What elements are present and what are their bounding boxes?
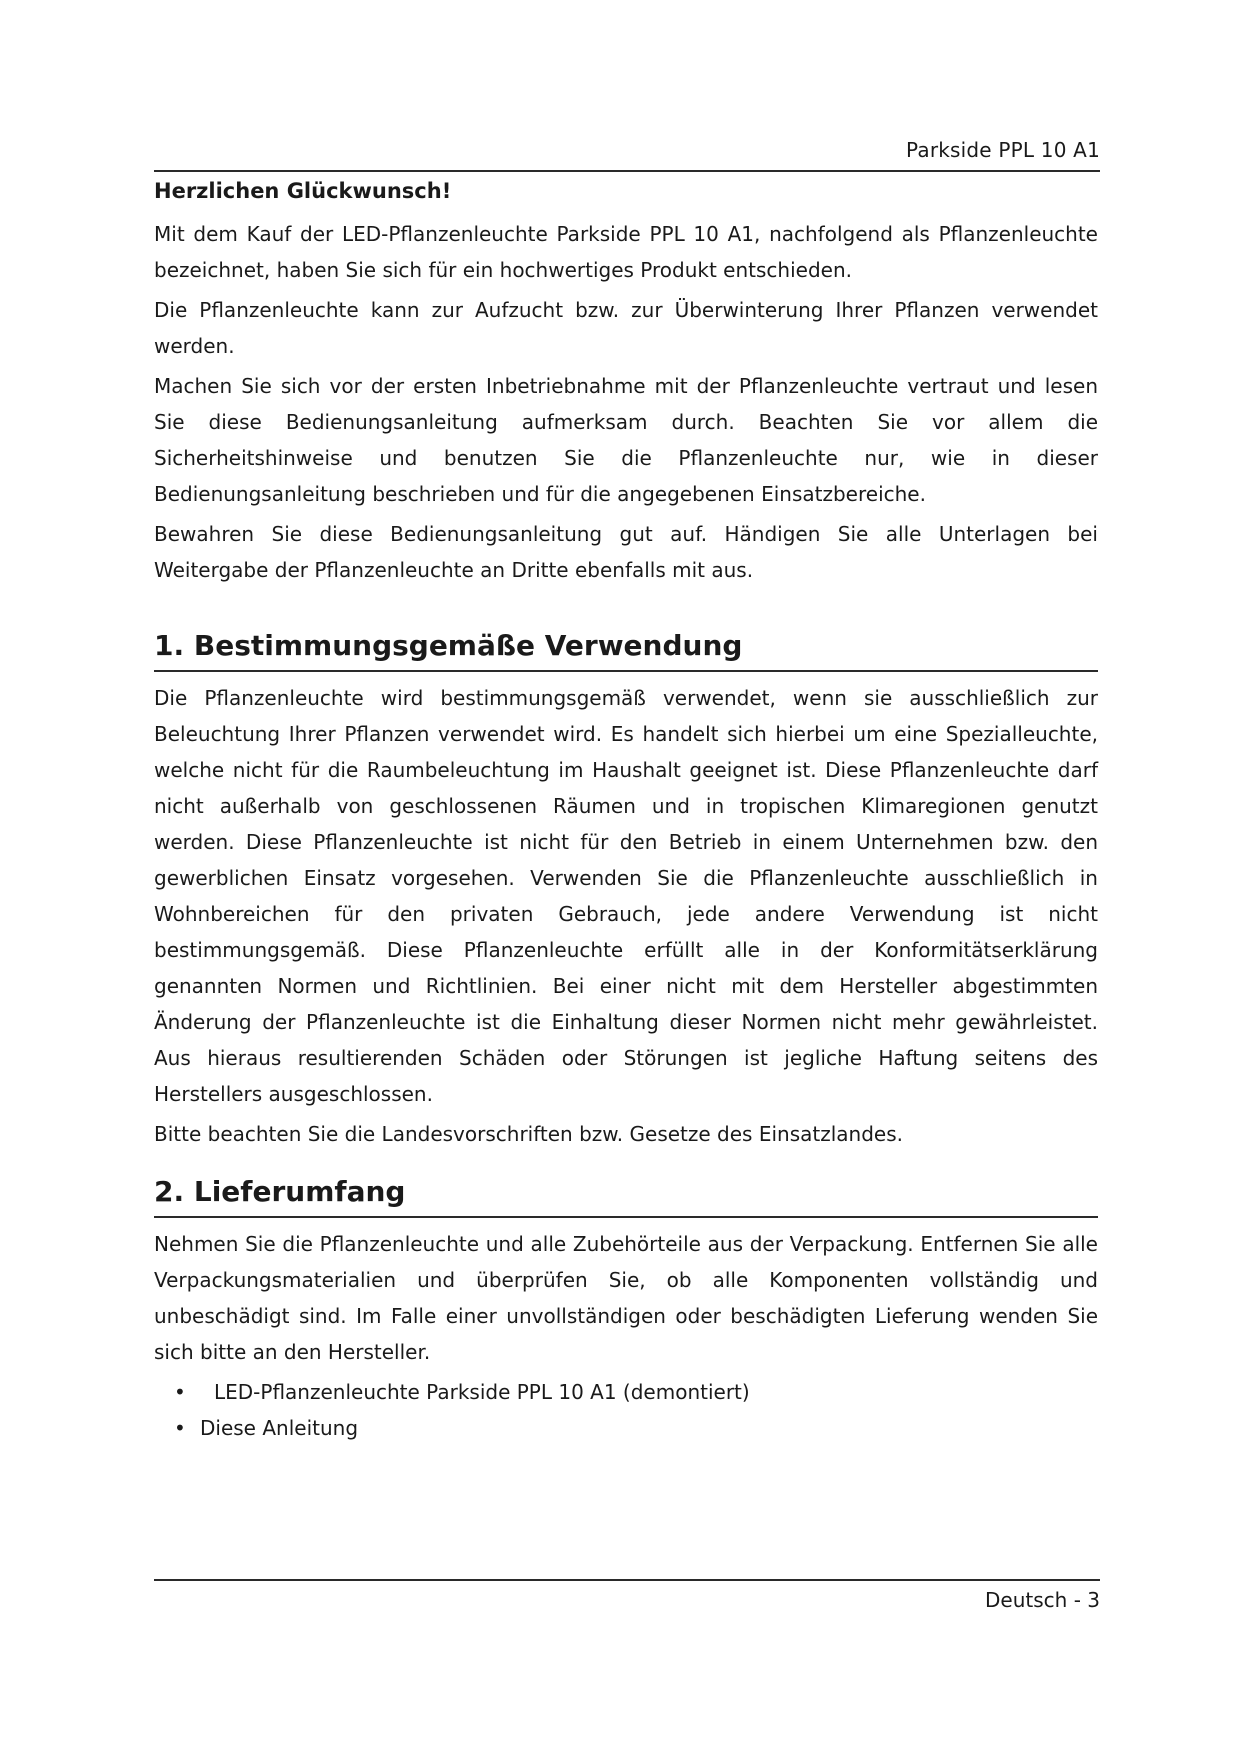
intro-paragraph: Mit dem Kauf der LED-Pflanzenleuchte Parkside PPL 10 A1, nachfolgend als Pflanzenleuchte bezeichnet, haben Sie sich für ein hochwertiges Produkt entschieden. — [154, 222, 1098, 282]
header-rule — [154, 170, 1100, 172]
footer-rule — [154, 1579, 1100, 1581]
intro-paragraph: Bewahren Sie diese Bedienungsanleitung gut auf. Händigen Sie alle Unterlagen bei Weitergabe der Pflanzenleuchte an Dritte ebenfalls mit aus. — [154, 522, 1098, 582]
list-item-text: Diese Anleitung — [200, 1416, 359, 1440]
intro-section — [154, 176, 1098, 588]
bullet-icon: • — [174, 1380, 186, 1404]
delivery-contents-list — [154, 1374, 1098, 1446]
intro-paragraph: Die Pflanzenleuchte kann zur Aufzucht bzw. zur Überwinterung Ihrer Pflanzen verwendet werden. — [154, 298, 1098, 358]
section-intended-use — [154, 626, 1098, 1152]
section-scope-of-delivery — [154, 1172, 1098, 1446]
section-heading: 2. Lieferumfang — [154, 1172, 1098, 1218]
running-header: Parkside PPL 10 A1 — [906, 138, 1100, 162]
list-item — [154, 1410, 1098, 1446]
list-item — [154, 1374, 1098, 1410]
section-heading: 1. Bestimmungsgemäße Verwendung — [154, 626, 1098, 672]
section-paragraph: Nehmen Sie die Pflanzenleuchte und alle Zubehörteile aus der Verpackung. Entfernen Sie alle Verpackungsmaterialien und überprüfen Sie, ob alle Komponenten vollständig und unbeschädigt sind. Im Falle einer unvollständigen oder beschädigten Lieferung wenden Sie sich bitte an den Hersteller. — [154, 1232, 1098, 1364]
section-paragraph: Bitte beachten Sie die Landesvorschriften bzw. Gesetze des Einsatzlandes. — [154, 1122, 903, 1146]
intro-paragraph: Machen Sie sich vor der ersten Inbetriebnahme mit der Pflanzenleuchte vertraut und lesen Sie diese Bedienungsanleitung aufmerksam durch. Beachten Sie vor allem die Sicherheitshinweise und benutzen Sie die Pflanzenleuchte nur, wie in dieser Bedienungsanleitung beschrieben und für die angegebenen Einsatzbereiche. — [154, 374, 1098, 506]
section-paragraph: Die Pflanzenleuchte wird bestimmungsgemäß verwendet, wenn sie ausschließlich zur Beleuchtung Ihrer Pflanzen verwendet wird. Es handelt sich hierbei um eine Spezialleuchte, welche nicht für die Raumbeleuchtung im Haushalt geeignet ist. Diese Pflanzenleuchte darf nicht außerhalb von geschlossenen Räumen und in tropischen Klimaregionen genutzt werden. Diese Pflanzenleuchte ist nicht für den Betrieb in einem Unternehmen bzw. den gewerblichen Einsatz vorgesehen. Verwenden Sie die Pflanzenleuchte ausschließlich in Wohnbereichen für den privaten Gebrauch, jede andere Verwendung ist nicht bestimmungsgemäß. Diese Pflanzenleuchte erfüllt alle in der Konformitätserklärung genannten Normen und Richtlinien. Bei einer nicht mit dem Hersteller abgestimmten Änderung der Pflanzenleuchte ist die Einhaltung dieser Normen nicht mehr gewährleistet. Aus hieraus resultierenden Schäden oder Störungen ist jegliche Haftung seitens des Herstellers ausgeschlossen. — [154, 686, 1098, 1106]
document-page — [154, 0, 1100, 1754]
bullet-icon: • — [174, 1416, 186, 1440]
intro-title: Herzlichen Glückwunsch! — [154, 179, 452, 203]
list-item-text: LED-Pflanzenleuchte Parkside PPL 10 A1 (demontiert) — [214, 1380, 750, 1404]
page-number: Deutsch - 3 — [985, 1588, 1100, 1612]
page-content — [154, 176, 1098, 1446]
